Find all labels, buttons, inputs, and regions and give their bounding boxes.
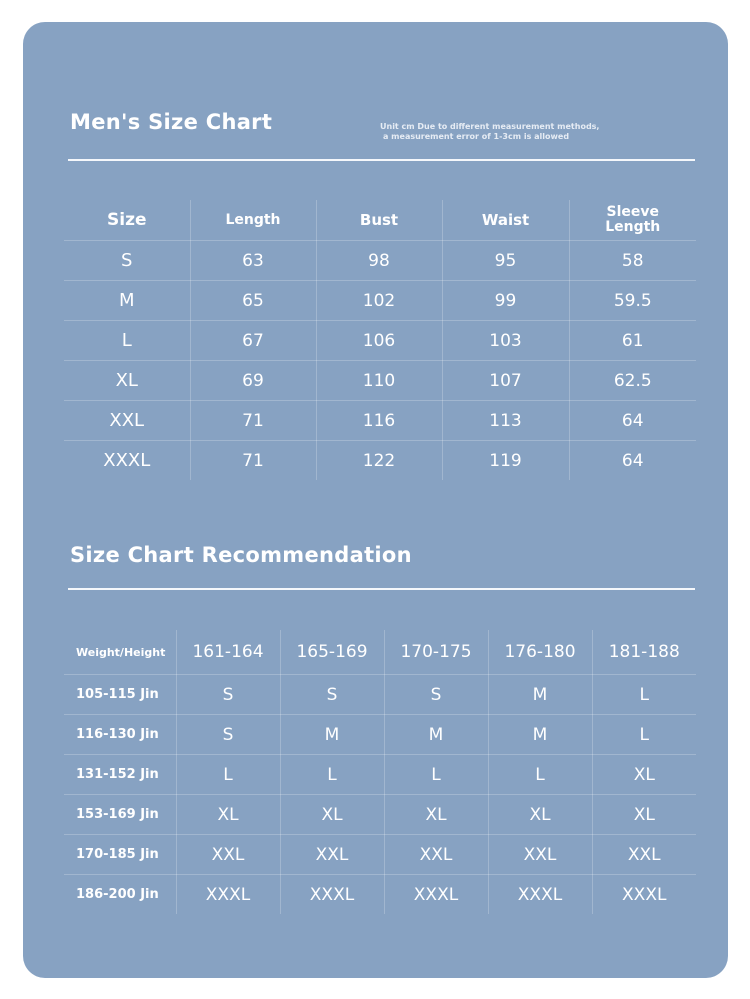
column-header-sleeve-length: Sleeve Length [569, 200, 696, 241]
table-cell: 113 [442, 401, 569, 441]
table-cell: XXXL [622, 884, 667, 905]
table-cell: XL [176, 795, 280, 835]
column-header-length: Length [190, 200, 316, 241]
table-cell: 64 [621, 450, 644, 471]
row-label: 153-169 Jin [64, 795, 176, 835]
column-header-height: 161-164 [176, 630, 280, 675]
table-cell: 61 [569, 321, 696, 361]
size-table-header-row [64, 200, 696, 241]
table-cell: L [592, 715, 696, 755]
table-cell: L [280, 755, 384, 795]
table-cell: 58 [569, 241, 696, 281]
recommendation-table [64, 630, 696, 914]
table-row [64, 321, 696, 361]
divider [68, 159, 695, 161]
row-label: 131-152 Jin [64, 755, 176, 795]
table-cell: 99 [442, 281, 569, 321]
row-label: 170-185 Jin [64, 835, 176, 875]
table-cell: 59.5 [569, 281, 696, 321]
table-cell: XXXL [384, 875, 488, 915]
table-cell: 107 [442, 361, 569, 401]
table-cell: S [176, 675, 280, 715]
table-cell: XL [280, 795, 384, 835]
table-cell: 116 [316, 401, 442, 441]
table-cell: 98 [316, 241, 442, 281]
recommendation-header-row [64, 630, 696, 675]
table-cell: 64 [569, 401, 696, 441]
measurement-note-line1: Unit cm Due to different measurement methods, [380, 122, 600, 131]
measurement-note-line2: a measurement error of 1-3cm is allowed [383, 132, 570, 141]
table-cell: M [384, 715, 488, 755]
table-cell: XXL [488, 835, 592, 875]
table-cell: XL [384, 795, 488, 835]
column-header-height: 170-175 [384, 630, 488, 675]
table-cell: XXXL [488, 875, 592, 915]
column-header-height: 176-180 [488, 630, 592, 675]
row-label: XXL [64, 401, 190, 441]
table-cell: M [488, 675, 592, 715]
measurement-note [380, 122, 640, 142]
table-cell: 69 [190, 361, 316, 401]
table-row [64, 715, 696, 755]
row-label: XXXL [64, 441, 190, 481]
table-row [64, 401, 696, 441]
column-header-height: 165-169 [280, 630, 384, 675]
divider [68, 588, 695, 590]
column-header-bust: Bust [316, 200, 442, 241]
column-header-height: 181-188 [592, 630, 696, 675]
row-label: 116-130 Jin [64, 715, 176, 755]
table-cell: M [280, 715, 384, 755]
row-label: L [64, 321, 190, 361]
row-label: S [64, 241, 190, 281]
table-cell: 63 [190, 241, 316, 281]
table-row [64, 755, 696, 795]
table-cell: S [280, 675, 384, 715]
table-cell: L [488, 755, 592, 795]
column-header-weight-height: Weight/Height [64, 630, 176, 675]
table-cell: 110 [316, 361, 442, 401]
table-cell: 95 [442, 241, 569, 281]
table-cell: XL [592, 795, 696, 835]
table-cell: 122 [316, 441, 442, 481]
table-cell: L [592, 675, 696, 715]
table-cell: L [176, 755, 280, 795]
table-row [64, 361, 696, 401]
size-chart-title: Men's Size Chart [70, 110, 273, 134]
table-cell: 119 [442, 441, 569, 481]
table-cell: L [384, 755, 488, 795]
table-row [64, 835, 696, 875]
table-cell: XXL [592, 835, 696, 875]
table-row [64, 441, 696, 481]
table-cell: XXL [176, 835, 280, 875]
table-cell: M [488, 715, 592, 755]
table-cell: S [176, 715, 280, 755]
table-cell: 103 [442, 321, 569, 361]
table-row [64, 875, 696, 915]
table-row [64, 795, 696, 835]
row-label: M [64, 281, 190, 321]
table-cell: XXXL [176, 875, 280, 915]
table-cell: 65 [190, 281, 316, 321]
row-label: 186-200 Jin [64, 875, 176, 915]
table-cell: S [384, 675, 488, 715]
table-cell: XL [592, 755, 696, 795]
recommendation-title: Size Chart Recommendation [70, 543, 412, 567]
column-header-size: Size [64, 200, 190, 241]
table-cell: 71 [190, 441, 316, 481]
table-cell: 67 [190, 321, 316, 361]
row-label: XL [64, 361, 190, 401]
table-cell: XXL [384, 835, 488, 875]
table-cell: 62.5 [569, 361, 696, 401]
table-cell: 102 [316, 281, 442, 321]
column-header-waist: Waist [442, 200, 569, 241]
table-row [64, 241, 696, 281]
table-cell: XL [488, 795, 592, 835]
table-cell: 71 [190, 401, 316, 441]
table-row [64, 675, 696, 715]
table-cell: 106 [316, 321, 442, 361]
size-table [64, 200, 696, 480]
table-cell: XXXL [280, 875, 384, 915]
table-row [64, 281, 696, 321]
table-cell: XXL [280, 835, 384, 875]
row-label: 105-115 Jin [64, 675, 176, 715]
